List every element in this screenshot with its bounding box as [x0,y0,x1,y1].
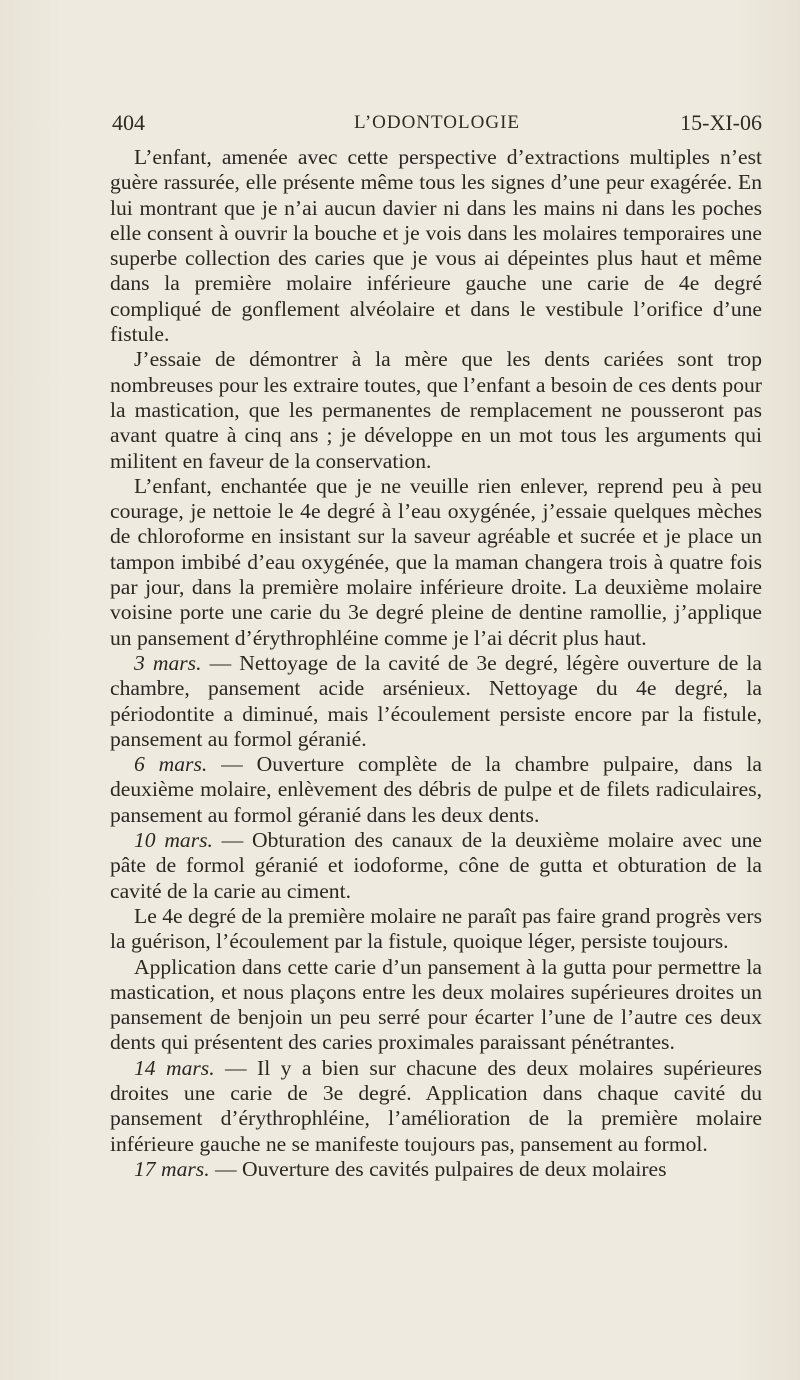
paragraph-text: — Nettoyage de la cavité de 3e degré, légère ouverture de la chambre, pansement acide arsénieux. Nettoyage du 4e degré, la périodontite a diminué, mais l’écoulement persiste encore par la fistule, pansement au formol géranié. [110,650,763,751]
journal-title: L’ODONTOLOGIE [353,112,521,133]
entry-date: 14 mars. [134,1055,215,1080]
paragraph [110,347,762,473]
paragraph [110,955,762,1056]
paragraph [110,145,762,347]
entry-date: 3 mars. [134,650,202,675]
paragraph-text: — Ouverture des cavités pulpaires de deux molaires [209,1156,667,1181]
paragraph-text: — Obturation des canaux de la deuxième molaire avec une pâte de formol géranié et iodoforme, cône de gutta et obturation de la cavité de la carie au ciment. [110,828,762,903]
dated-paragraph [110,1157,762,1182]
issue-date: 15-XI-06 [680,110,762,135]
paragraph-text: J’essaie de démontrer à la mère que les dents cariées sont trop nombreuses pour les extraire toutes, que l’enfant a besoin de ces dents pour la mastication, que les permanentes de remplacement ne pousseront pas avant quatre à cinq ans ; je développe en un mot tous les arguments qui militent en faveur de la conservation. [110,347,762,473]
paragraph [110,904,762,955]
body-text [110,145,762,1182]
paragraph-text: L’enfant, enchantée que je ne veuille rien enlever, reprend peu à peu courage, je nettoie le 4e degré à l’eau oxygénée, j’essaie quelques mèches de chloroforme en insistant sur la saveur agréable et sucrée et je place un tampon imbibé d’eau oxygénée, que la maman changera trois à quatre fois par jour, dans la première molaire inférieure droite. La deuxième molaire voisine porte une carie du 3e degré pleine de dentine ramollie, j’applique un pansement d’érythrophléine comme je l’ai décrit plus haut. [110,473,762,650]
paragraph [110,474,762,651]
entry-date: 10 mars. [134,828,213,853]
paragraph-text: Le 4e degré de la première molaire ne paraît pas faire grand progrès vers la guérison, l’écoulement par la fistule, quoique léger, persiste toujours. [110,903,762,954]
page-number: 404 [112,110,145,135]
paragraph-text: — Il y a bien sur chacune des deux molaires supérieures droites une carie de 3e degré. Application dans chaque cavité du pansement d’érythrophléine, l’amélioration de la première molaire inférieure gauche ne se manifeste toujours pas, pansement au formol. [110,1055,763,1156]
dated-paragraph [110,828,762,904]
dated-paragraph [110,1056,762,1157]
paragraph-text: L’enfant, amenée avec cette perspective d’extractions multiples n’est guère rassurée, elle présente même tous les signes d’une peur exagérée. En lui montrant que je n’ai aucun davier ni dans les mains ni dans les poches elle consent à ouvrir la bouche et je vois dans les molaires temporaires une superbe collection des caries que je vous ai dépeintes plus haut et même dans la première molaire inférieure gauche une carie de 4e degré compliqué de gonflement alvéolaire et dans le vestibule l’orifice d’une fistule. [110,145,762,347]
paragraph-text: Application dans cette carie d’un pansement à la gutta pour permettre la mastication, et nous plaçons entre les deux molaires supérieures droites un pansement de benjoin un peu serré pour écarter l’une de l’autre ces deux dents qui présentent des caries proximales paraissant pénétrantes. [110,954,762,1055]
paragraph-text: — Ouverture complète de la chambre pulpaire, dans la deuxième molaire, enlèvement des débris de pulpe et de filets radiculaires, pansement au formol géranié dans les deux dents. [110,752,762,827]
dated-paragraph [110,651,762,752]
dated-paragraph [110,752,762,828]
entry-date: 6 mars. [134,752,208,777]
entry-date: 17 mars. [134,1156,210,1181]
running-header [112,110,762,138]
